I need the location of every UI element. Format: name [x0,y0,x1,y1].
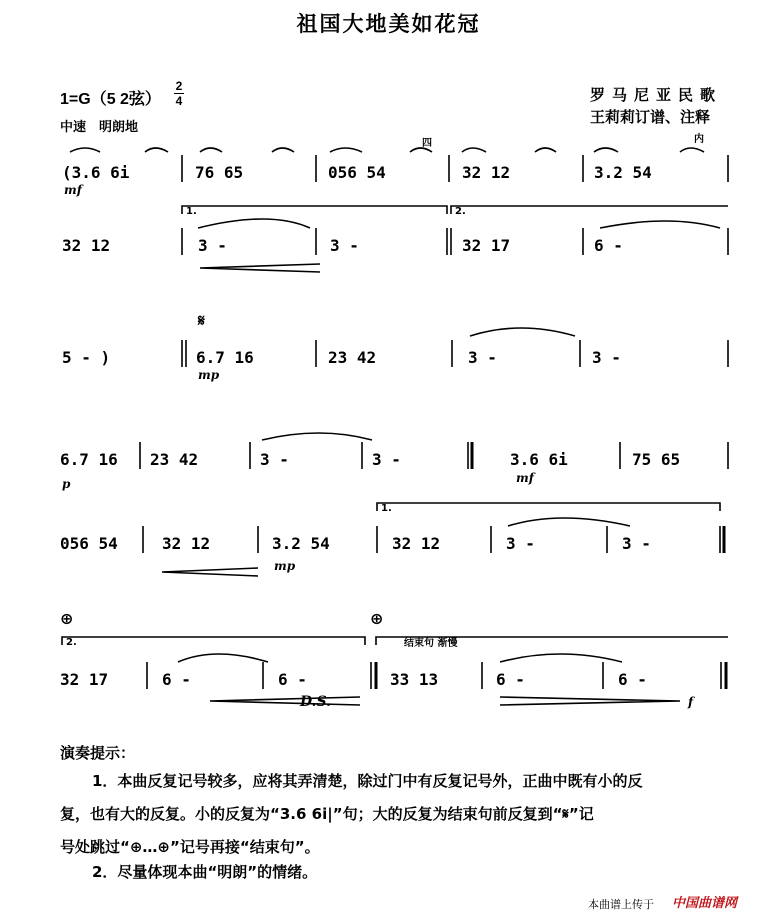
tips-line-1: 1．本曲反复记号较多，应将其弄清楚，除过门中有反复记号外，正曲中既有小的反 [92,772,643,790]
row1-m5: 3.2 54 [594,163,652,182]
row1-m4: 32 12 [462,163,511,182]
segno-icon: 𝄋 [198,311,205,330]
key-signature: 1=G（5 2弦） [60,91,161,108]
row4-m2: 23 42 [150,450,199,469]
footer-upload-text: 本曲谱上传于 [588,898,654,911]
ds-marking: D.S. [300,694,332,710]
row2-m1: 32 12 [62,236,111,255]
row2-m4: 32 17 [462,236,511,255]
row2-m5: 6 - [594,236,623,255]
row5-m2: 32 12 [162,534,211,553]
row4-m5: 3.6 6i [510,450,568,469]
tips-line-1c: 号处跳过“⊕…⊕”记号再接“结束句”。 [60,838,320,856]
row2-m2: 3 - [198,236,227,255]
row6-m4: 33 13 [390,670,439,689]
row6-m5: 6 - [496,670,525,689]
row6-m6: 6 - [618,670,647,689]
row4-m3: 3 - [260,450,289,469]
dynamic-f: f [688,695,694,709]
row5-m3: 3.2 54 [272,534,330,553]
tips-line-1b: 复，也有大的反复。小的反复为“3.6 6i|”句；大的反复为结束句前反复到“𝄋”记 [60,805,594,823]
coda-icon-2: ⊕ [370,609,384,628]
coda-icon: ⊕ [60,609,74,628]
row1-m1: (3.6 6i [62,163,130,182]
time-top: 2 [175,79,183,93]
volta-1: 1. [186,206,197,217]
volta-1-b: 1. [381,503,392,514]
row3-m2: 6.7 16 [196,348,254,367]
dynamic-p: p [62,477,71,491]
row3-m5: 3 - [592,348,621,367]
row4-m4: 3 - [372,450,401,469]
row5-m6: 3 - [622,534,651,553]
row5-m5: 3 - [506,534,535,553]
dynamic-mf-2: mf [516,471,534,485]
ending-label: 结束句 渐慢 [404,638,458,649]
dynamic-mf: mf [64,183,82,197]
time-bottom: 4 [175,94,183,108]
origin-credit: 罗马尼亚民歌 [590,86,723,104]
row3-m1: 5 - ) [62,348,111,367]
dynamic-mp-2: mp [274,559,296,573]
fourth-finger: 四 [422,138,432,149]
row4-m6: 75 65 [632,450,681,469]
row2-m3: 3 - [330,236,359,255]
row6-m1: 32 17 [60,670,109,689]
row6-m2: 6 - [162,670,191,689]
row6-m3: 6 - [278,670,307,689]
arranger-credit: 王莉莉订谱、注释 [590,108,711,126]
site-logo[interactable]: 中国曲谱网 [672,896,738,911]
page-title: 祖国大地美如花冠 [296,12,481,36]
row1-m3: 056 54 [328,163,386,182]
dynamic-mp: mp [198,368,220,382]
inner-string: 内 [694,134,704,145]
row5-m1: 056 54 [60,534,118,553]
volta-2: 2. [455,206,466,217]
row4-m1: 6.7 16 [60,450,118,469]
row1-m2: 76 65 [195,163,244,182]
volta-2-b: 2. [66,637,77,648]
tips-line-2: 2．尽量体现本曲“明朗”的情绪。 [92,863,318,881]
row3-m3: 23 42 [328,348,377,367]
tempo-marking: 中速 明朗地 [60,120,139,135]
row5-m4: 32 12 [392,534,441,553]
row3-m4: 3 - [468,348,497,367]
tips-heading: 演奏提示： [60,744,136,762]
